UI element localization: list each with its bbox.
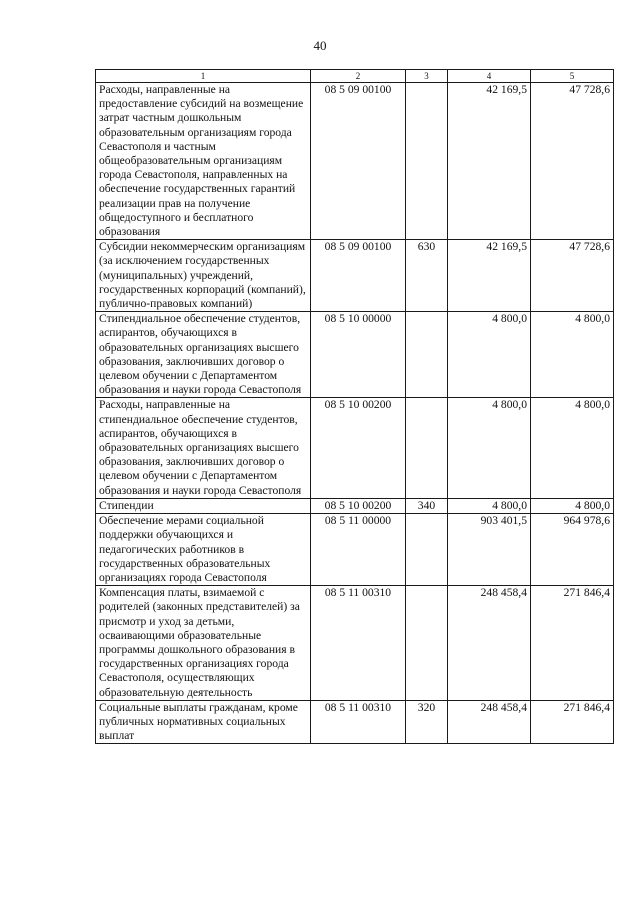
row-type: 320 <box>406 700 448 744</box>
row-value-2: 4 800,0 <box>531 312 614 398</box>
row-value-2: 4 800,0 <box>531 398 614 498</box>
header-col-5: 5 <box>531 70 614 83</box>
row-value-2: 4 800,0 <box>531 498 614 513</box>
row-value-2: 47 728,6 <box>531 240 614 312</box>
row-name: Стипендии <box>96 498 311 513</box>
row-type <box>406 586 448 701</box>
table-row <box>96 83 614 240</box>
row-value-2: 271 846,4 <box>531 700 614 744</box>
table-row <box>96 498 614 513</box>
table-row <box>96 586 614 701</box>
row-code: 08 5 10 00200 <box>311 398 406 498</box>
row-type <box>406 514 448 586</box>
table-row <box>96 312 614 398</box>
row-name: Обеспечение мерами социальной поддержки обучающихся и педагогических работников в государственных образовательных организациях города Севастополя <box>96 514 311 586</box>
row-type: 340 <box>406 498 448 513</box>
row-name: Расходы, направленные на предоставление субсидий на возмещение затрат частным дошкольным образовательным организациям города Севастополя и частным общеобразовательным организациям города Севастополя, направленных на обеспечение государственных гарантий реализации прав на получение общедоступного и бесплатного образования <box>96 83 311 240</box>
budget-table <box>95 69 614 744</box>
row-value-2: 271 846,4 <box>531 586 614 701</box>
row-value-1: 4 800,0 <box>448 398 531 498</box>
header-row <box>96 70 614 83</box>
page-number: 40 <box>313 38 327 53</box>
row-code: 08 5 09 00100 <box>311 83 406 240</box>
header-col-2: 2 <box>311 70 406 83</box>
row-type: 630 <box>406 240 448 312</box>
row-value-1: 903 401,5 <box>448 514 531 586</box>
header-col-3: 3 <box>406 70 448 83</box>
table-row <box>96 514 614 586</box>
row-name: Расходы, направленные на стипендиальное обеспечение студентов, аспирантов, обучающихся в образовательных организациях высшего образования, заключивших договор о целевом обучении с Департаментом образования и науки города Севастополя <box>96 398 311 498</box>
row-value-1: 42 169,5 <box>448 83 531 240</box>
row-value-1: 248 458,4 <box>448 700 531 744</box>
row-code: 08 5 09 00100 <box>311 240 406 312</box>
row-type <box>406 83 448 240</box>
row-name: Стипендиальное обеспечение студентов, аспирантов, обучающихся в образовательных организациях высшего образования, заключивших договор о целевом обучении с Департаментом образования и науки города Севастополя <box>96 312 311 398</box>
row-name: Социальные выплаты гражданам, кроме публичных нормативных социальных выплат <box>96 700 311 744</box>
row-code: 08 5 11 00310 <box>311 586 406 701</box>
table-row <box>96 240 614 312</box>
table-row <box>96 700 614 744</box>
row-type <box>406 312 448 398</box>
row-value-1: 4 800,0 <box>448 312 531 398</box>
row-value-1: 42 169,5 <box>448 240 531 312</box>
row-type <box>406 398 448 498</box>
row-code: 08 5 10 00000 <box>311 312 406 398</box>
table-row <box>96 398 614 498</box>
row-code: 08 5 10 00200 <box>311 498 406 513</box>
row-name: Компенсация платы, взимаемой с родителей (законных представителей) за присмотр и уход за детьми, осваивающими образовательные программы дошкольного образования в государственных организациях города Севастополя, осуществляющих образовательную деятельность <box>96 586 311 701</box>
row-value-2: 964 978,6 <box>531 514 614 586</box>
row-value-1: 4 800,0 <box>448 498 531 513</box>
header-col-4: 4 <box>448 70 531 83</box>
row-value-1: 248 458,4 <box>448 586 531 701</box>
header-col-1: 1 <box>96 70 311 83</box>
row-name: Субсидии некоммерческим организациям (за исключением государственных (муниципальных) учреждений, государственных корпораций (компаний), публично-правовых компаний) <box>96 240 311 312</box>
row-code: 08 5 11 00000 <box>311 514 406 586</box>
row-code: 08 5 11 00310 <box>311 700 406 744</box>
row-value-2: 47 728,6 <box>531 83 614 240</box>
